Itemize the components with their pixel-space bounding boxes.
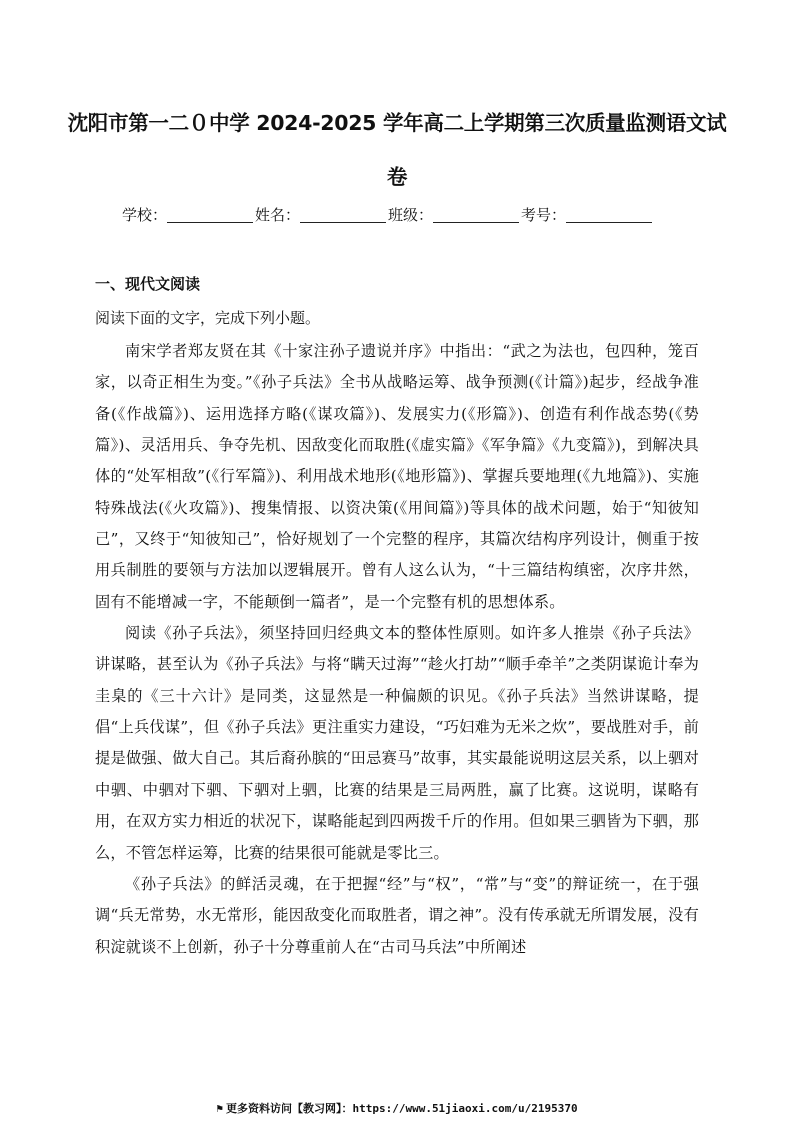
name-label: 姓名： xyxy=(255,205,301,224)
exam-title: 沈阳市第一二０中学 2024-2025 学年高二上学期第三次质量监测语文试卷 xyxy=(67,111,727,189)
student-info-row xyxy=(122,201,682,227)
passage-paragraph: 《孙子兵法》的鲜活灵魂，在于把握“经”与“权”，“常”与“变”的辩证统一，在于强调“兵无常势，水无常形，能因敌变化而取胜者，谓之神”。没有传承就无所谓发展，没有积淀就谈不上创新，孙子十分尊重前人在“古司马兵法”中所阐述 xyxy=(95,874,699,956)
exam-no-blank[interactable] xyxy=(566,206,652,223)
reading-passage xyxy=(95,336,699,963)
exam-no-label: 考号： xyxy=(521,205,567,224)
school-label: 学校： xyxy=(122,205,168,224)
section-heading: 一、现代文阅读 xyxy=(95,275,201,293)
passage-paragraph: 南宋学者郑友贤在其《十家注孙子遗说并序》中指出：“武之为法也，包四种，笼百家，以奇正相生为变。”《孙子兵法》全书从战略运筹、战争预测(《计篇》)起步，经战争准备(《作战篇》)、运用选择方略(《谋攻篇》)、发展实力(《形篇》)、创造有利作战态势(《势篇》)、灵活用兵、争夺先机、因敌变化而取胜(《虚实篇》《军争篇》《九变篇》)，到解决具体的“处军相敌”(《行军篇》)、利用战术地形(《地形篇》)、掌握兵要地理(《九地篇》)、实施特殊战法(《火攻篇》)、搜集情报、以资决策(《用间篇》)等具体的战术问题，始于“知彼知己”，又终于“知彼知己”，恰好规划了一个完整的程序，其篇次结构序列设计，侧重于按用兵制胜的要领与方法加以逻辑展开。曾有人这么认为，“十三篇结构缜密，次序井然，固有不能增减一字，不能颠倒一篇者”，是一个完整有机的思想体系。 xyxy=(95,342,699,611)
reading-instruction: 阅读下面的文字，完成下列小题。 xyxy=(95,309,321,327)
class-label: 班级： xyxy=(388,205,434,224)
footer-text: 更多资料访问【教习网】：https://www.51jiaoxi.com/u/2195370 xyxy=(225,1102,578,1115)
class-blank[interactable] xyxy=(433,206,519,223)
school-blank[interactable] xyxy=(167,206,253,223)
footer-link[interactable] xyxy=(0,1100,794,1116)
passage-paragraph: 阅读《孙子兵法》，须坚持回归经典文本的整体性原则。如许多人推崇《孙子兵法》讲谋略，甚至认为《孙子兵法》与将“瞒天过海”“趁火打劫”“顺手牵羊”之类阴谋诡计奉为圭臬的《三十六计》是同类，这显然是一种偏颇的识见。《孙子兵法》当然讲谋略，提倡“上兵伐谋”，但《孙子兵法》更注重实力建设，“巧妇难为无米之炊”，要战胜对手，前提是做强、做大自己。其后裔孙膑的“田忌赛马”故事，其实最能说明这层关系，以上驷对中驷、中驷对下驷、下驷对上驷，比赛的结果是三局两胜，赢了比赛。这说明，谋略有用，在双方实力相近的状况下，谋略能起到四两拨千斤的作用。但如果三驷皆为下驷，那么，不管怎样运筹，比赛的结果很可能就是零比三。 xyxy=(95,624,699,862)
flag-icon: ⚑ xyxy=(216,1102,223,1115)
name-blank[interactable] xyxy=(300,206,386,223)
